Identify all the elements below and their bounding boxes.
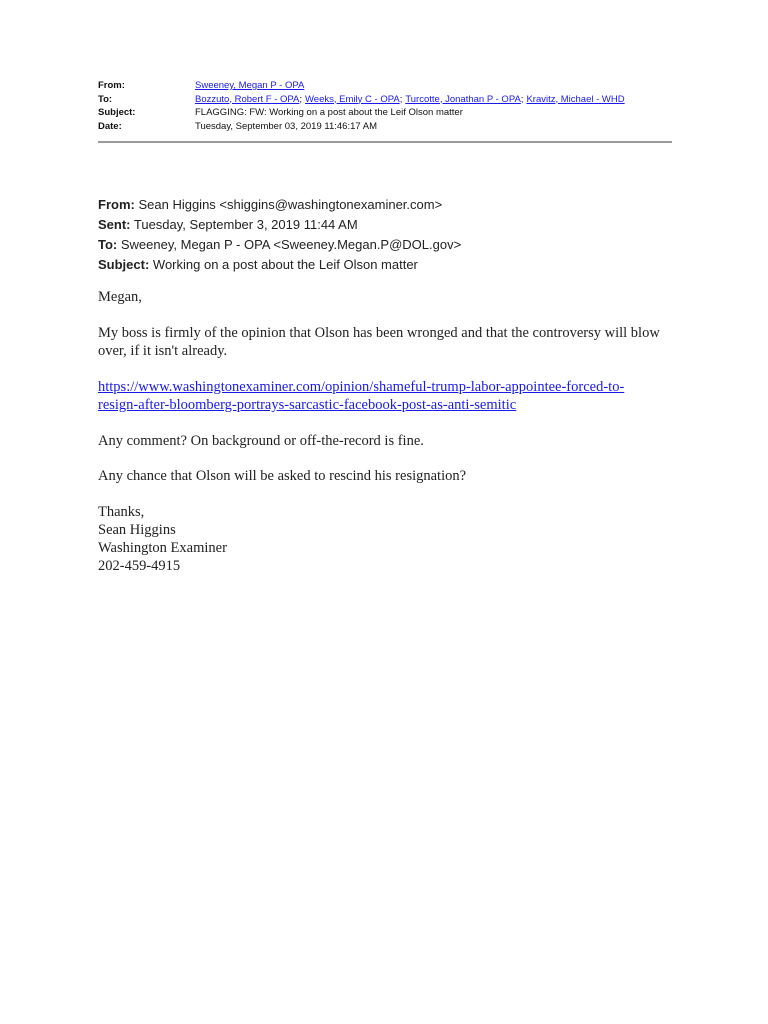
forward-to-recipient[interactable]: Kravitz, Michael - WHD xyxy=(526,93,625,105)
recipient-separator: ; xyxy=(399,93,403,105)
forward-date-value: Tuesday, September 03, 2019 11:46:17 AM xyxy=(195,120,378,132)
forward-from-label: From: xyxy=(98,80,125,91)
signature xyxy=(98,503,668,575)
original-subject-row xyxy=(98,255,461,275)
signature-org: Washington Examiner xyxy=(98,539,227,556)
article-link-line: resign-after-bloomberg-portrays-sarcastic-facebook-post-as-anti-semitic xyxy=(98,397,517,413)
forward-from-row xyxy=(98,79,672,93)
forward-date-label: Date: xyxy=(98,120,122,132)
header-divider xyxy=(98,141,672,143)
forward-to-recipient[interactable]: Turcotte, Jonathan P - OPA xyxy=(405,93,521,105)
original-to-row xyxy=(98,235,461,255)
article-link[interactable] xyxy=(98,379,624,414)
greeting: Megan, xyxy=(98,289,142,305)
recipient-separator: ; xyxy=(299,93,303,105)
original-subject-value: Working on a post about the Leif Olson matter xyxy=(152,257,418,272)
forward-to-recipient[interactable]: Bozzuto, Robert F - OPA xyxy=(195,93,300,105)
body-paragraph: Any comment? On background or off-the-record is fine. xyxy=(98,432,424,449)
signature-name: Sean Higgins xyxy=(98,521,176,538)
forward-subject-value: FLAGGING: FW: Working on a post about the Leif Olson matter xyxy=(195,107,463,118)
forward-date-row xyxy=(98,120,672,134)
signature-phone: 202-459-4915 xyxy=(98,557,181,574)
original-sent-row xyxy=(98,215,461,235)
recipient-separator: ; xyxy=(520,93,524,105)
forward-from-link[interactable]: Sweeney, Megan P - OPA xyxy=(195,80,305,91)
forward-to-label: To: xyxy=(98,93,113,105)
forward-to-recipient[interactable]: Weeks, Emily C - OPA xyxy=(305,93,400,105)
forward-subject-label: Subject: xyxy=(98,107,136,118)
original-to-label: To: xyxy=(98,237,118,252)
original-sent-label: Sent: xyxy=(98,217,131,232)
original-to-value: Sweeney, Megan P - OPA <Sweeney.Megan.P@DOL.gov> xyxy=(120,237,462,252)
article-link-line: https://www.washingtonexaminer.com/opinion/shameful-trump-labor-appointee-forced-to- xyxy=(98,378,625,395)
original-message-header xyxy=(98,195,461,275)
original-from-label: From: xyxy=(98,197,135,212)
body-paragraph: My boss is firmly of the opinion that Olson has been wronged and that the controversy will blow over, if it isn't already. xyxy=(98,324,660,359)
original-sent-value: Tuesday, September 3, 2019 11:44 AM xyxy=(133,217,358,232)
forward-to-row xyxy=(98,93,672,107)
body-paragraph: Any chance that Olson will be asked to rescind his resignation? xyxy=(98,468,467,484)
message-body xyxy=(98,288,668,575)
original-from-value: Sean Higgins <shiggins@washingtonexaminer.com> xyxy=(138,197,443,212)
forward-subject-row xyxy=(98,106,672,120)
signature-closing: Thanks, xyxy=(98,503,145,520)
forward-header xyxy=(98,79,672,133)
original-from-row xyxy=(98,195,461,215)
original-subject-label: Subject: xyxy=(98,257,150,272)
article-link-paragraph xyxy=(98,378,668,415)
